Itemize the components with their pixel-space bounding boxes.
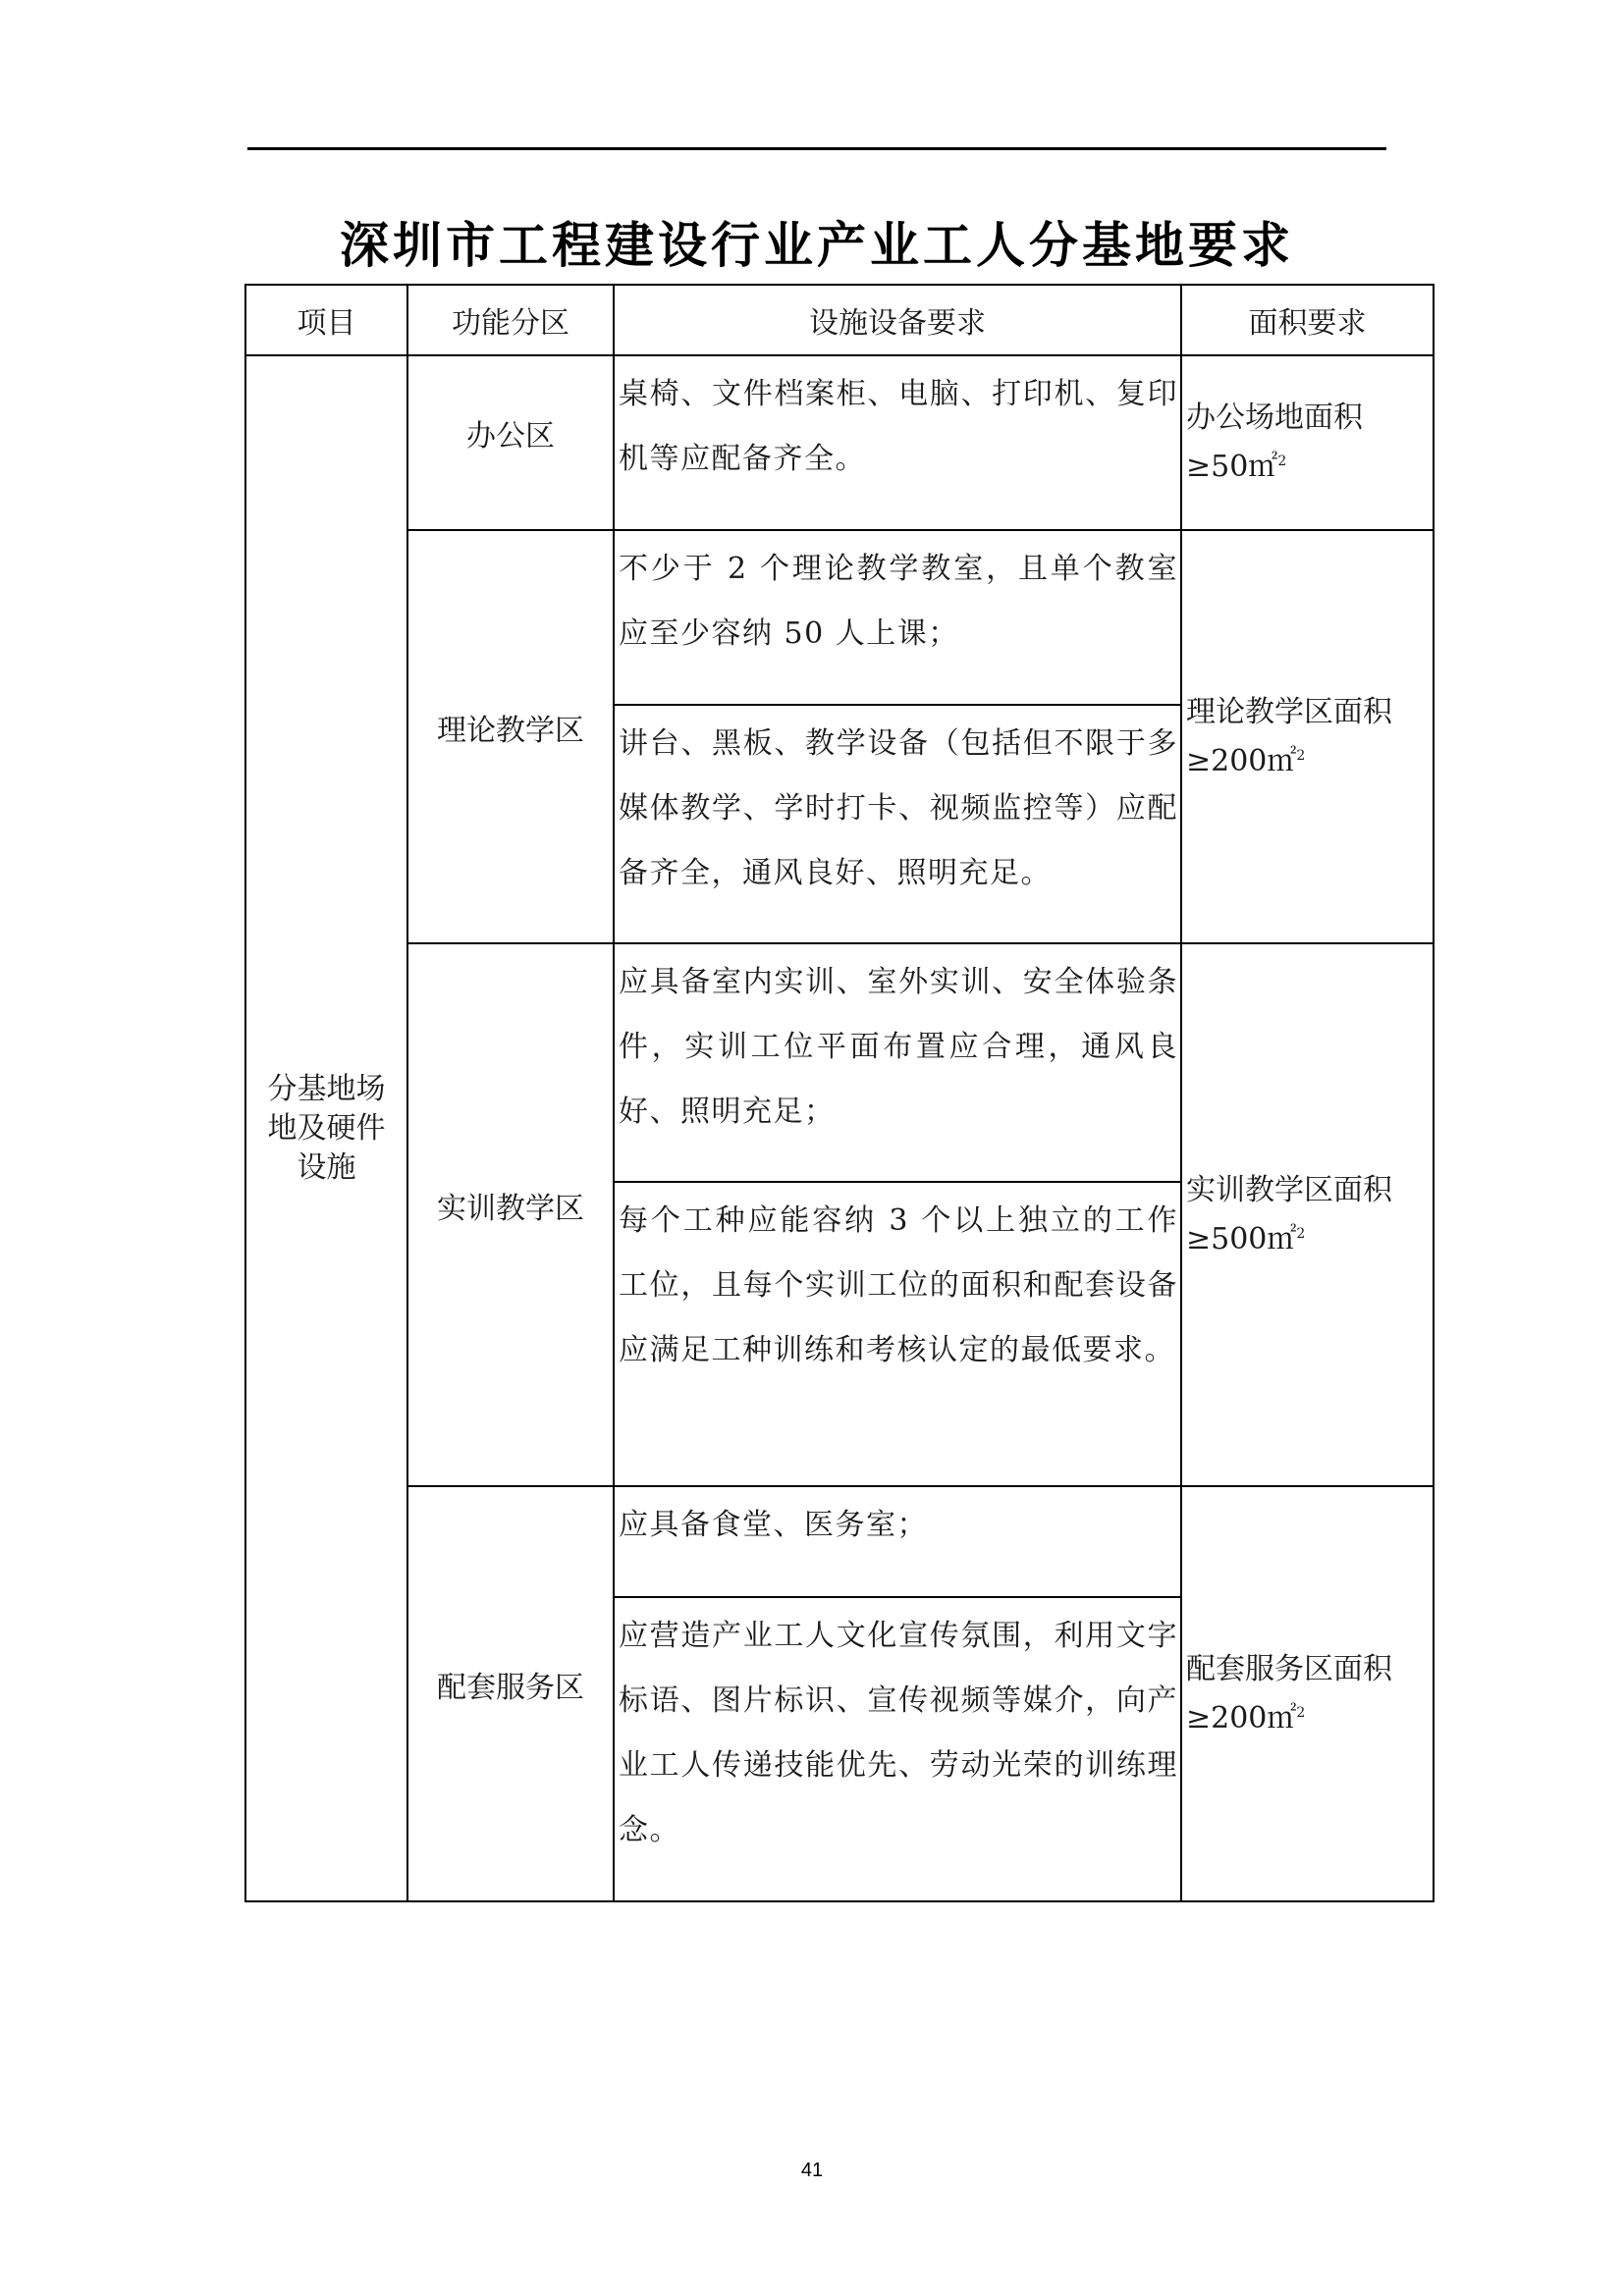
area-label: 配套服务区面积	[1186, 1651, 1392, 1686]
area-label: 实训教学区面积	[1186, 1172, 1392, 1207]
area-cell	[1181, 355, 1434, 530]
item-cell: 分基地场地及硬件设施	[245, 355, 407, 1901]
area-superscript: 2	[1277, 454, 1287, 469]
table-row	[245, 355, 1434, 530]
area-superscript: 2	[1296, 747, 1306, 764]
area-value: ≥500㎡	[1186, 1221, 1297, 1256]
area-value: ≥200㎡	[1186, 743, 1297, 778]
area-superscript: 2	[1296, 1704, 1306, 1721]
requirement-cell: 应具备食堂、医务室；	[614, 1486, 1181, 1597]
table-header-row	[245, 285, 1434, 355]
zone-cell: 理论教学区	[407, 530, 614, 943]
area-value: ≥200㎡	[1186, 1700, 1297, 1735]
requirements-table	[244, 284, 1435, 1902]
requirement-cell: 每个工种应能容纳 3 个以上独立的工作工位，且每个实训工位的面积和配套设备应满足工种训练和考核认定的最低要求。	[614, 1182, 1181, 1486]
table-row	[245, 530, 1434, 705]
page-title: 深圳市工程建设行业产业工人分基地要求	[340, 217, 1294, 274]
header-zone: 功能分区	[407, 285, 614, 355]
requirement-cell: 应具备室内实训、室外实训、安全体验条件，实训工位平面布置应合理，通风良好、照明充足；	[614, 943, 1181, 1182]
header-area: 面积要求	[1181, 285, 1434, 355]
requirement-cell: 讲台、黑板、教学设备（包括但不限于多媒体教学、学时打卡、视频监控等）应配备齐全，通风良好、照明充足。	[614, 705, 1181, 943]
header-rule	[247, 147, 1386, 150]
table-row	[245, 1486, 1434, 1597]
requirement-cell: 不少于 2 个理论教学教室，且单个教室应至少容纳 50 人上课；	[614, 530, 1181, 705]
area-cell	[1181, 1486, 1434, 1901]
requirement-cell: 桌椅、文件档案柜、电脑、打印机、复印机等应配备齐全。	[614, 355, 1181, 530]
table-row	[245, 943, 1434, 1182]
header-facilities: 设施设备要求	[614, 285, 1181, 355]
zone-cell: 实训教学区	[407, 943, 614, 1486]
page-number: 41	[800, 2160, 824, 2181]
area-cell	[1181, 943, 1434, 1486]
area-value: ≥50㎡	[1186, 450, 1278, 484]
zone-cell: 办公区	[407, 355, 614, 530]
header-item: 项目	[245, 285, 407, 355]
zone-cell: 配套服务区	[407, 1486, 614, 1901]
area-label: 办公场地面积	[1186, 400, 1363, 435]
area-superscript: 2	[1296, 1225, 1306, 1242]
requirement-cell: 应营造产业工人文化宣传氛围，利用文字标语、图片标识、宣传视频等媒介，向产业工人传递技能优先、劳动光荣的训练理念。	[614, 1597, 1181, 1901]
area-cell	[1181, 530, 1434, 943]
area-label: 理论教学区面积	[1186, 694, 1392, 729]
